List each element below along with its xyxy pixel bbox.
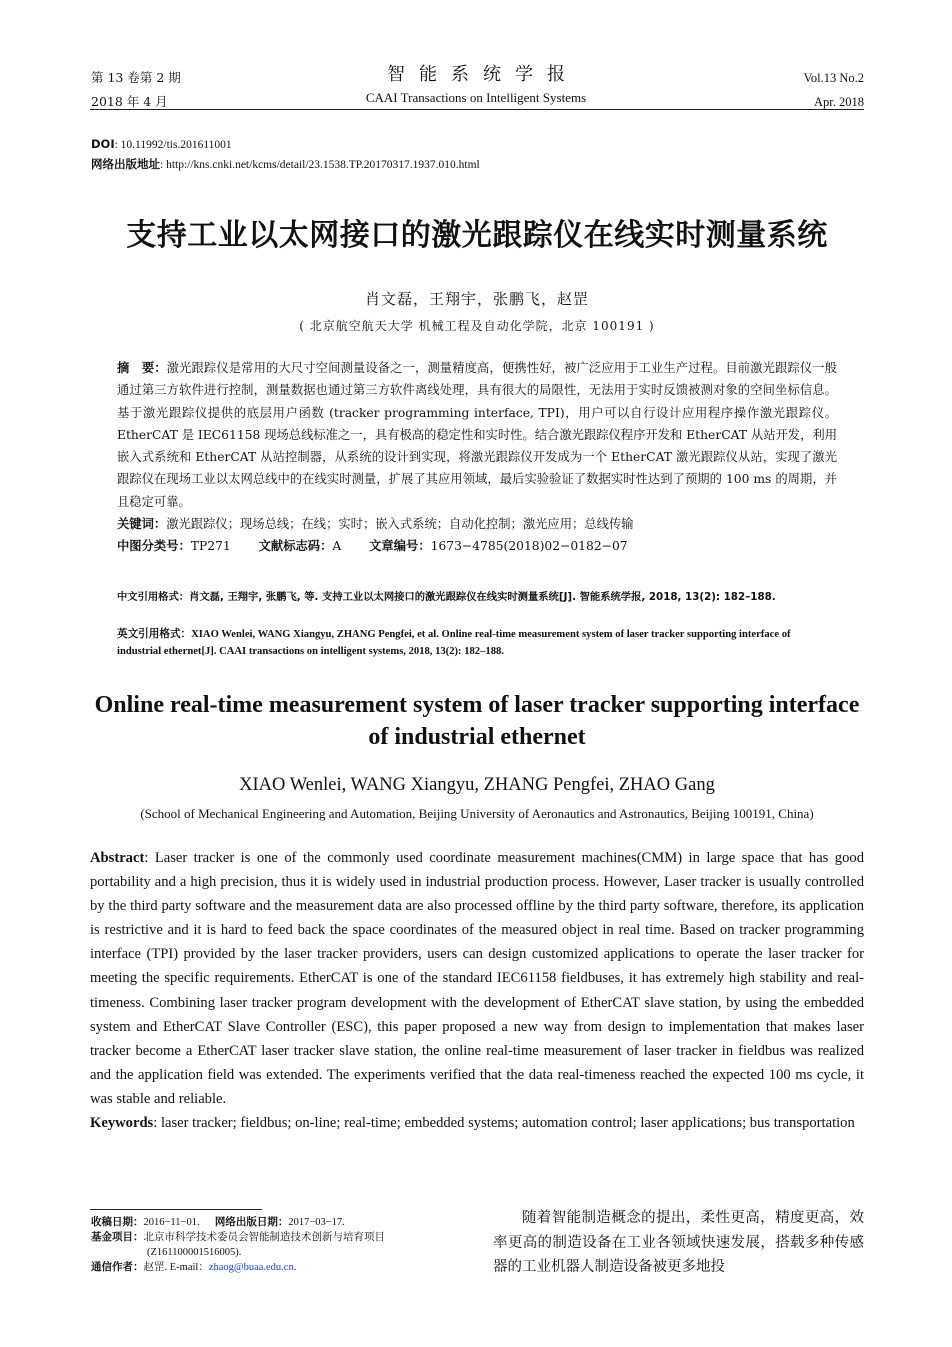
- clc-value: TP271: [190, 539, 231, 554]
- header-left: [91, 66, 181, 114]
- paper-title-en: Online real-time measurement system of laser tracker supporting interface of industrial ethernet: [94, 692, 860, 750]
- volume-en: Vol.13 No.2: [803, 71, 864, 85]
- header-right: [803, 66, 864, 114]
- abstract-cn: [117, 357, 837, 558]
- date-cn: 2018 年 4 月: [91, 94, 168, 109]
- citation-cn-label: 中文引用格式：: [117, 591, 190, 603]
- doc-code-label: 文献标志码：: [258, 539, 333, 554]
- citation-cn: [117, 589, 837, 606]
- keywords-en: : laser tracker; fieldbus; on-line; real-time; embedded systems; automation control; laser applications; bus transportation: [153, 1115, 855, 1132]
- article-no-value: 1673−4785(2018)02−0182−07: [430, 539, 628, 554]
- keywords-cn-label: 关键词：: [117, 517, 167, 532]
- received-label: 收稿日期：: [91, 1216, 144, 1228]
- doi-label: DOI: [91, 137, 115, 151]
- received-date: 2016−11−01.: [143, 1217, 200, 1228]
- clc-label: 中图分类号：: [117, 539, 191, 554]
- online-address-line: [91, 155, 480, 174]
- corresponding-author-label: 通信作者：: [91, 1261, 144, 1273]
- corresponding-author: 赵罡. E-mail：: [143, 1262, 209, 1273]
- doc-code-value: A: [332, 539, 342, 554]
- online-date-label: 网络出版日期：: [214, 1216, 289, 1228]
- journal-title-cn: 智能系统学报: [387, 64, 579, 85]
- abstract-cn-text: 激光跟踪仪是常用的大尺寸空间测量设备之一，测量精度高，便携性好，被广泛应用于工业生产过程。目前激光跟踪仪一般通过第三方软件进行控制，测量数据也通过第三方软件离线处理，具有很大的局限性，无法用于实时反馈被测对象的空间坐标信息。基于激光跟踪仪提供的底层用户函数 (tracker programming interface, TPI)，用户可以自行设计应用程序操作激光跟踪仪。EtherCAT 是 IEC61158 现场总线标准之一，具有极高的稳定性和实时性。结合激光跟踪仪程序开发和 EtherCAT 从站开发，利用嵌入式系统和 EtherCAT 从站控制器，从系统的设计到实现，将激光跟踪仪开发成为一个 EtherCAT 激光跟踪仪从站，实现了激光跟踪仪在现场工业以太网总线中的在线实时测量，扩展了其应用领域，最后实验验证了数据实时性达到了预期的 100 ms 的周期，并且稳定可靠。: [117, 361, 837, 509]
- online-label: 网络出版地址: [91, 157, 160, 171]
- footnote-rule: [90, 1209, 262, 1210]
- abstract-en: [90, 846, 864, 1135]
- footnote-period: .: [293, 1262, 297, 1273]
- paper-title-cn: 支持工业以太网接口的激光跟踪仪在线实时测量系统: [126, 218, 828, 253]
- citation-en-label: 英文引用格式：: [117, 628, 192, 640]
- date-en: Apr. 2018: [814, 95, 864, 109]
- authors-cn: 肖文磊，王翔宇，张鹏飞，赵罡: [364, 290, 589, 308]
- author-email-link[interactable]: zhaog@buaa.edu.cn: [208, 1262, 294, 1273]
- citation-en: [117, 626, 837, 660]
- abstract-en-label: Abstract: [90, 850, 145, 866]
- fund-line-2: (Z161100001516005).: [147, 1247, 242, 1258]
- abstract-en-text: : Laser tracker is one of the commonly used coordinate measurement machines(CMM) in large space that has good portability and a high precision, thus it is widely used in industrial production process. However, Laser tracker is usually controlled by the third party software and the measurement data are also processed offline by the third party software, therefore, its application is restrictive and it is hard to feed back the space coordinates of the measured object in real time. Based on tracker programming interface (TPI) provided by the laser tracker providers, users can design customized applications to operate the laser tracker for meeting the specific requirements. EtherCAT is one of the standard IEC61158 fieldbuses, it has extremely high stability and real-timeness. Combining laser tracker program development with the development of EtherCAT slave station, by using the embedded system and EtherCAT Slave Controller (ESC), this paper proposed a new way from design to implementation that makes laser tracker become a EtherCAT laser tracker slave station, the online real-time measurement of laser tracker in fieldbus was realized and the application field was extended. The experiments verified that the data real-timeness reached the expected 100 ms cycle, it was stable and reliable.: [90, 850, 864, 1107]
- header-rule: [90, 109, 864, 110]
- keywords-en-label: Keywords: [90, 1115, 154, 1132]
- affiliation-en: (School of Mechanical Engineering and Automation, Beijing University of Aeronautics and Astronautics, Beijing 100191, China): [140, 806, 814, 821]
- online-date: 2017−03−17.: [288, 1217, 345, 1228]
- doi-value[interactable]: : 10.11992/tis.201611001: [114, 139, 232, 151]
- affiliation-cn: ( 北京航空航天大学 机械工程及自动化学院，北京 100191 ): [299, 319, 655, 333]
- fund-label: 基金项目：: [91, 1231, 144, 1243]
- online-url[interactable]: : http://kns.cnki.net/kcms/detail/23.1538.TP.20170317.1937.010.html: [160, 159, 480, 171]
- footnote: [91, 1215, 471, 1275]
- citation-en-text: XIAO Wenlei, WANG Xiangyu, ZHANG Pengfei, et al. Online real-time measurement system of laser tracker supporting interface of industrial ethernet[J]. CAAI transactions on intelligent systems, 2018, 13(2): 182–188.: [117, 629, 791, 657]
- citation-cn-text: 肖文磊, 王翔宇, 张鹏飞, 等. 支持工业以太网接口的激光跟踪仪在线实时测量系统[J]. 智能系统学报, 2018, 13(2): 182–188.: [189, 591, 776, 603]
- fund-line-1: 北京市科学技术委员会智能制造技术创新与培育项目: [143, 1232, 385, 1243]
- authors-en: XIAO Wenlei, WANG Xiangyu, ZHANG Pengfei, ZHAO Gang: [239, 775, 715, 795]
- doi-line: [91, 135, 232, 154]
- header-center: [300, 62, 652, 108]
- abstract-cn-label: 摘 要：: [117, 361, 167, 375]
- keywords-cn: 激光跟踪仪；现场总线；在线；实时；嵌入式系统；自动化控制；激光应用；总线传输: [166, 517, 634, 532]
- article-no-label: 文章编号：: [369, 539, 431, 554]
- body-text-column: 随着智能制造概念的提出，柔性更高，精度更高，效率更高的制造设备在工业各领域快速发展，搭载多种传感器的工业机器人制造设备被更多地投: [493, 1210, 864, 1275]
- volume-cn: 第 13 卷第 2 期: [91, 70, 181, 85]
- journal-title-en: CAAI Transactions on Intelligent Systems: [365, 90, 587, 105]
